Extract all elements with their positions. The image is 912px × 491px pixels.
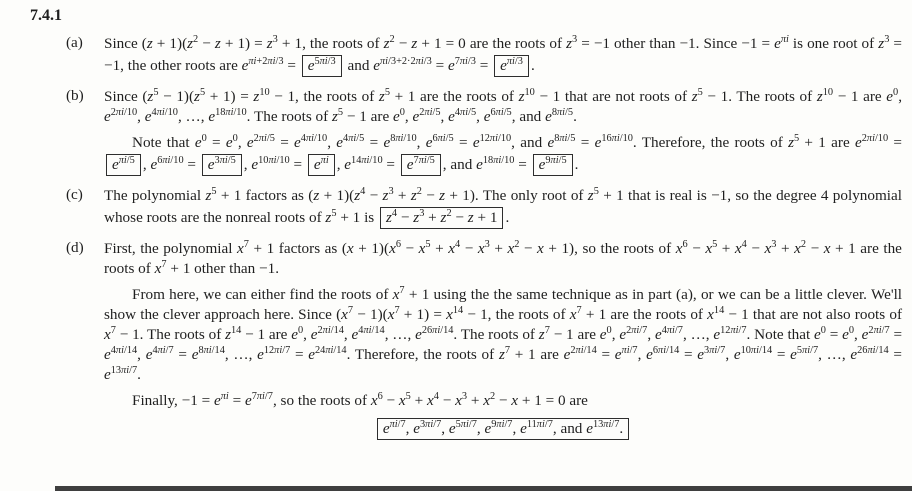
part-body-c	[104, 186, 904, 230]
answer-box: $z^4 - z^3 + z^2 - z + 1$	[380, 207, 503, 229]
answer-box: $e^{\pi i/7}$, $e^{3\pi i/7}$, $e^{5\pi i/7}$, $e^{9\pi i/7}$, $e^{11\pi i/7}$, and $e^{13\pi i/7}$.	[377, 418, 629, 440]
part-b	[30, 87, 904, 177]
part-label-c: (c)	[66, 186, 83, 203]
answer-box: $e^{5\pi i/3}$	[302, 55, 342, 77]
answer-box: $e^{\pi i/5}$	[106, 154, 141, 176]
part-c	[30, 186, 904, 230]
scan-edge-artifact	[55, 486, 912, 491]
solution-paragraph: First, the polynomial $x^7 + 1$ factors as $(x + 1)(x^6 - x^5 + x^4 - x^3 + x^2 - x + 1)$, so the roots of $x^6 - x^5 + x^4 - x^3 + x^2 - x + 1$ are the roots of $x^7 + 1$ other than −1.	[104, 238, 902, 277]
part-label-a: (a)	[66, 34, 83, 51]
part-d	[30, 239, 904, 441]
solution-paragraph: Note that $e^0 = e^0$, $e^{2\pi i/5} = e^{4\pi i/10}$, $e^{4\pi i/5} = e^{8\pi i/10}$, $e^{6\pi i/5} = e^{12\pi i/10}$, and $e^{8\pi i/5} = e^{16\pi i/10}$. Therefore, the roots of $z^5 + 1$ are $e^{2\pi i/10} = e^{\pi i/5}$ , $e^{6\pi i/10} = e^{3\pi i/5}$ , $e^{10\pi i/10} = e^{\pi i}$ , $e^{14\pi i/10} = e^{7\pi i/5}$ , and $e^{18\pi i/10} = e^{9\pi i/5}$ .	[104, 133, 902, 177]
answer-box: $e^{\pi i}$	[308, 154, 335, 176]
part-body-a	[104, 34, 904, 78]
part-label-b: (b)	[66, 87, 84, 104]
answer-box: $e^{3\pi i/5}$	[202, 154, 242, 176]
part-body-d	[104, 239, 904, 441]
final-answer-line	[104, 417, 902, 441]
solution-paragraph: From here, we can either find the roots of $x^7 + 1$ using the the same technique as in part (a), or we can be a little clever. We'll show the clever approach here. Since $(x^7 - 1)(x^7 + 1) = x^{14} - 1$, the roots of $x^7 + 1$ are the roots of $x^{14} - 1$ that are not also roots of $x^7 - 1$. The roots of $z^{14} - 1$ are $e^0$, $e^{2\pi i/14}$, $e^{4\pi i/14}$, …, $e^{26\pi i/14}$. The roots of $z^7 - 1$ are $e^0$, $e^{2\pi i/7}$, $e^{4\pi i/7}$, …, $e^{12\pi i/7}$. Note that $e^0 = e^0$, $e^{2\pi i/7} = e^{4\pi i/14}$, $e^{4\pi i/7} = e^{8\pi i/14}$, …, $e^{12\pi i/7} = e^{24\pi i/14}$. Therefore, the roots of $z^7 + 1$ are $e^{2\pi i/14} = e^{\pi i/7}$, $e^{6\pi i/14} = e^{3\pi i/7}$, $e^{10\pi i/14} = e^{5\pi i/7}$, …, $e^{26\pi i/14} = e^{13\pi i/7}$.	[104, 284, 903, 383]
answer-box: $e^{\pi i/3}$	[494, 55, 529, 77]
problem-number: 7.4.1	[30, 7, 62, 24]
part-a	[30, 34, 904, 78]
part-label-d: (d)	[66, 239, 84, 256]
part-body-b	[104, 87, 904, 177]
answer-box: $e^{9\pi i/5}$	[533, 154, 573, 176]
solution-paragraph: Finally, $-1 = e^{\pi i} = e^{7\pi i/7}$, so the roots of $x^6 - x^5 + x^4 - x^3 + x^2 - x + 1 = 0$ are	[132, 390, 588, 409]
answer-box: $e^{7\pi i/5}$	[401, 154, 441, 176]
solution-paragraph: The polynomial $z^5 + 1$ factors as $(z + 1)(z^4 - z^3 + z^2 - z + 1)$. The only root of $z^5 + 1$ that is real is −1, so the degree 4 polynomial whose roots are the nonreal roots of $z^5 + 1$ is $z^4 - z^3 + z^2 - z + 1$ .	[104, 186, 902, 230]
solution-paragraph: Since $(z + 1)(z^2 - z + 1) = z^3 + 1$, the roots of $z^2 - z + 1 = 0$ are the roots of $z^3 = -1$ other than −1. Since $-1 = e^{\pi i}$ is one root of $z^3 = -1$, the other roots are $e^{\pi i+2\pi i/3} = e^{5\pi i/3}$ and $e^{\pi i/3+2\cdot 2\pi i/3} = e^{7\pi i/3} = e^{\pi i/3}$ .	[104, 34, 902, 78]
solution-paragraph: Since $(z^5 - 1)(z^5 + 1) = z^{10} - 1$, the roots of $z^5 + 1$ are the roots of $z^{10} - 1$ that are not roots of $z^5 - 1$. The roots of $z^{10} - 1$ are $e^0$, $e^{2\pi i/10}$, $e^{4\pi i/10}$, …, $e^{18\pi i/10}$. The roots of $z^5 - 1$ are $e^0$, $e^{2\pi i/5}$, $e^{4\pi i/5}$, $e^{6\pi i/5}$, and $e^{8\pi i/5}$.	[104, 86, 902, 125]
